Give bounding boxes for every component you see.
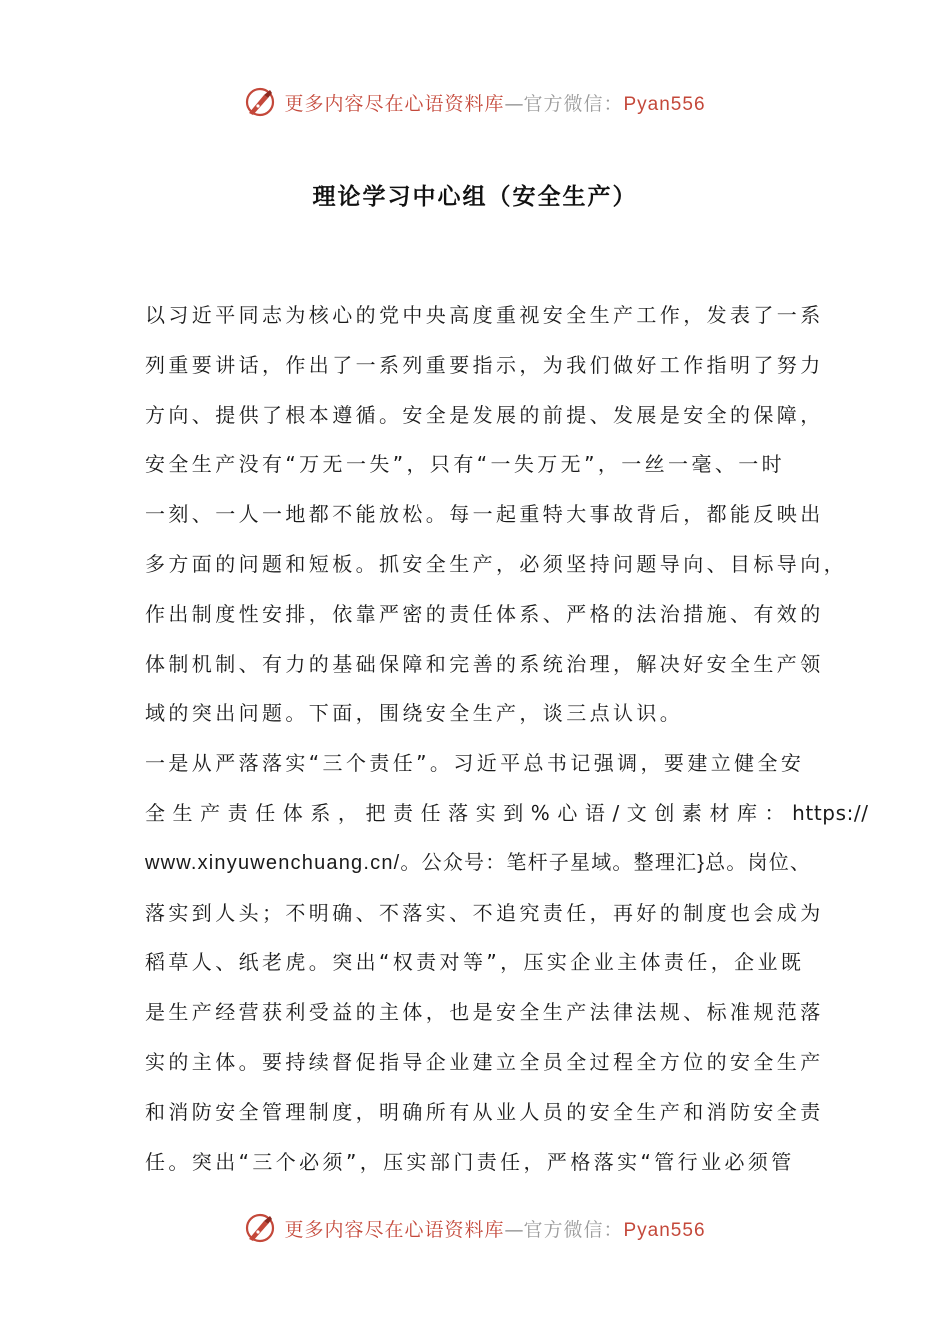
banner-dash: — [504,92,524,115]
pen-nib-logo-icon [244,86,276,118]
document-body [145,291,869,1187]
body-line: 一是从严落落实“三个责任”。习近平总书记强调，要建立健全安 [145,751,805,776]
body-line: 列重要讲话，作出了一系列重要指示，为我们做好工作指明了努力 [145,352,824,377]
body-line: www.xinyuwenchuang.cn/。公众号：笔杆子星域。整理汇}总。岗位、 [145,851,812,874]
banner-dash: — [504,1218,524,1241]
body-line: 实的主体。要持续督促指导企业建立全员全过程全方位的安全生产 [145,1049,824,1074]
banner-wechat-id: Pyan556 [623,93,706,115]
banner-main-text: 更多内容尽在心语资料库 [284,92,505,115]
body-line: 以习近平同志为核心的党中央高度重视安全生产工作，发表了一系 [145,303,824,327]
body-line: 全 生 产 责 任 体 系 ， 把 责 任 落 实 到 % 心 语 / 文 创 素 材 库 ： https:// [145,800,869,825]
pen-nib-logo-icon [244,1212,276,1244]
body-line: 作出制度性安排，依靠严密的责任体系、严格的法治措施、有效的 [145,601,824,626]
banner-main-text: 更多内容尽在心语资料库 [284,1218,505,1241]
body-line: 落实到人头；不明确、不落实、不追究责任，再好的制度也会成为 [145,900,824,925]
body-line: 稻草人、纸老虎。突出“权责对等”，压实企业主体责任，企业既 [145,950,805,975]
banner-official-text: 官方微信： [523,1218,624,1241]
banner-text [284,1215,705,1242]
body-line: 域的突出问题。下面，围绕安全生产，谈三点认识。 [145,701,684,726]
footer-banner [0,1208,950,1248]
header-banner [0,82,950,122]
banner-official-text: 官方微信： [523,92,624,115]
body-line: 多方面的问题和短板。抓安全生产，必须坚持问题导向、目标导向， [145,551,847,576]
body-line: 体制机制、有力的基础保障和完善的系统治理，解决好安全生产领 [145,651,824,676]
body-line: 安全生产没有“万无一失”，只有“一失万无”，一丝一毫、一时 [145,452,786,477]
banner-text [284,89,705,116]
body-line: 一刻、一人一地都不能放松。每一起重特大事故背后，都能反映出 [145,502,824,527]
body-line: 任。突出“三个必须”，压实部门责任，严格落实“管行业必须管 [145,1149,795,1174]
body-line: 和消防安全管理制度，明确所有从业人员的安全生产和消防安全责 [145,1099,824,1124]
banner-wechat-id: Pyan556 [623,1219,706,1241]
document-title: 理论学习中心组（安全生产） [312,184,638,210]
body-line: 方向、提供了根本遵循。安全是发展的前提、发展是安全的保障， [145,402,824,427]
body-line: 是生产经营获利受益的主体，也是安全生产法律法规、标准规范落 [145,1000,824,1025]
